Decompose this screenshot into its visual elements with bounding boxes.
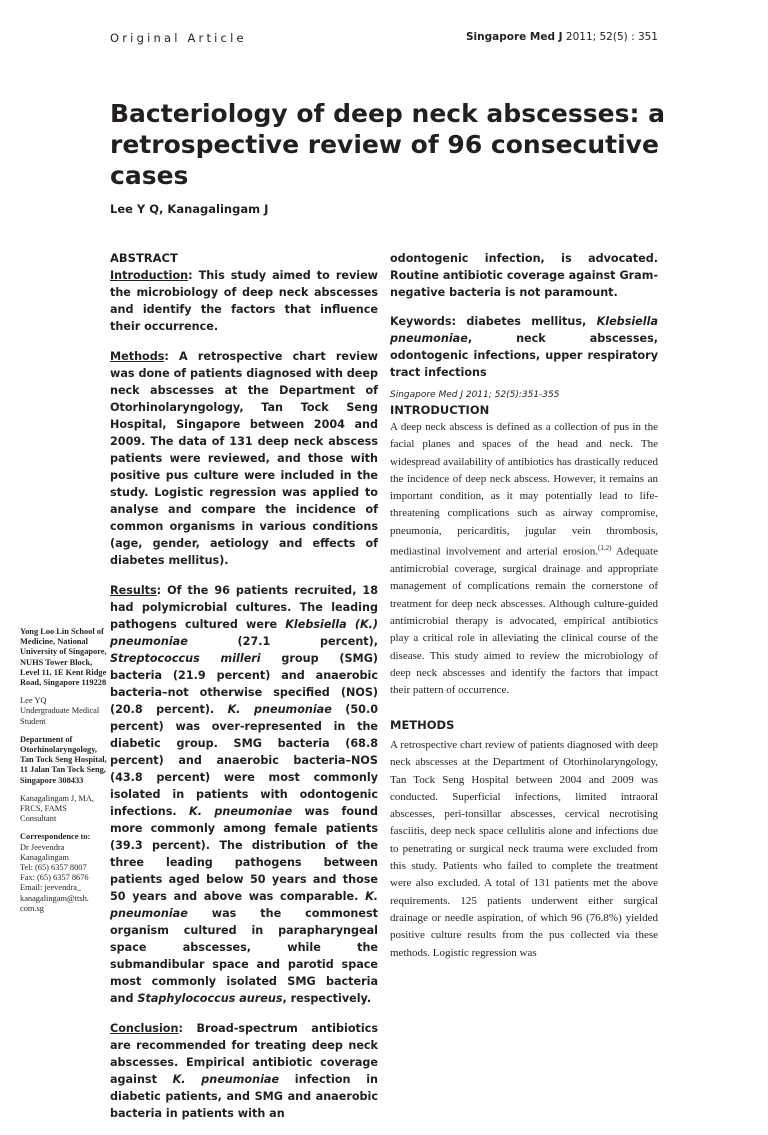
reference-marker: (1,2) (598, 544, 612, 553)
results-text: : Of the 96 patients recruited, 18 had polymicrobial cultures. The leading pathogens cultured were Klebsiella (K.) pneumoniae (27.1 percent), Streptococcus milleri group (SMG) bacteria (21.9 percent) and anaerobic bacteria–not otherwise specified (NOS) (20.8 percent). K. pneumoniae (50.0 percent) was over-represented in the diabetic group. SMG bacteria (68.8 percent) and anaerobic bacteria–NOS (43.8 percent) were most commonly isolated in patients with odontogenic infections. K. pneumoniae was found more commonly among female patients (39.3 percent). The distribution of the three leading pathogens between patients aged below 50 years and those 50 years and above was comparable. K. pneumoniae was the commonest organism cultured in parapharyngeal space abscesses, while the submandibular space and parotid space most commonly isolated SMG bacteria and Staphylococcus aureus, respectively. (110, 584, 378, 1005)
lee-name: Lee YQ (20, 696, 47, 706)
methods-heading: METHODS (390, 718, 455, 732)
abstract (110, 250, 378, 1135)
correspondence-fax: Fax: (65) 6357 8676 (20, 873, 89, 883)
methods-text: : A retrospective chart review was done of patients diagnosed with deep neck abscesses at the Department of Otorhinolaryngology, Tan Tock Seng Hospital, Singapore between 2004 and 2009. The data of 131 deep neck abscess patients were reviewed, and those with positive pus culture were included in the study. Logistic regression was applied to analyse and compare the incidence of common organisms in various conditions (age, gender, aetiology and effects of diabetes mellitus). (110, 350, 378, 567)
results-label: Results (110, 584, 157, 597)
section-label: Original Article (110, 31, 247, 45)
author-lee (20, 696, 108, 727)
abstract-heading: ABSTRACT (110, 251, 178, 265)
department-address: Department of Otorhinolaryngology, Tan Tock Seng Hospital, 11 Jalan Tan Tock Seng, Singapore 308433 (20, 734, 107, 785)
abstract-conclusion (110, 1020, 378, 1122)
conclusion-text: : Broad-spectrum antibiotics are recommended for treating deep neck abscesses. Empirical antibiotic coverage against K. pneumoniae infection in diabetic patients, and SMG and anaerobic bacteria in patients with an (110, 1022, 378, 1120)
keywords (390, 313, 658, 381)
article-title: Bacteriology of deep neck abscesses: a retrospective review of 96 consecutive cases (110, 99, 666, 190)
affiliations-sidebar (20, 627, 108, 914)
journal-issue: 2011; 52(5) : 351 (565, 31, 658, 43)
intro-para-1: A deep neck abscess is defined as a collection of pus in the facial planes and spaces of the head and neck. The widespread availability of antibiotics has drastically reduced the incidence of deep neck abscess. However, it remains an important condition, as it may potentially lead to life-threatening complications such as airway compromise, pneumonia, pericarditis, jugular vein thrombosis, mediastinal involvement and arterial erosion. (390, 421, 658, 558)
correspondence-email: Email: jeevendra_ kanagalingam@ttsh. com.sg (20, 883, 89, 913)
journal-name: Singapore Med J (465, 31, 563, 43)
intro-text: : This study aimed to review the microbiology of deep neck abscesses and identify the factors that influence their occurrence. (110, 269, 378, 333)
correspondence-label: Correspondence to: (20, 832, 91, 842)
kana-name: Kanagalingam J, MA, FRCS, FAMS (20, 793, 94, 814)
abstract-methods (110, 348, 378, 569)
author-list: Lee Y Q, Kanagalingam J (110, 202, 269, 216)
introduction-heading: INTRODUCTION (390, 403, 490, 417)
intro-para-2: Adequate antimicrobial coverage, surgical drainage and appropriate management of complications remain the cornerstone of treatment for deep neck abscesses. Although culture-guided antimicrobial therapy is advocated, empirical antibiotics play a critical role in alleviating the clinical course of the disease. This study aimed to review the microbiology of deep neck abscesses and identify the factors that impact their pattern of occurrence. (390, 545, 658, 697)
methods-label: Methods (110, 350, 165, 363)
introduction-body (390, 419, 658, 699)
intro-label: Introduction (110, 269, 189, 282)
abstract-introduction (110, 267, 378, 335)
lee-role: Undergraduate Medical Student (20, 706, 100, 726)
correspondence (20, 832, 108, 914)
keywords-text: diabetes mellitus, Klebsiella pneumoniae, neck abscesses, odontogenic infections, upper respiratory tract infections (390, 315, 658, 379)
correspondence-tel: Tel: (65) 6357 8007 (20, 863, 87, 873)
kana-role: Consultant (20, 814, 57, 824)
methods-body: A retrospective chart review of patients diagnosed with deep neck abscesses at the Department of Otorhinolaryngology, Tan Tock Seng Hospital between 2004 and 2009 was conducted. Superficial infections, limited intraoral abscesses, peri-tonsillar abscesses, cervical necrotising fasciitis, deep neck space cellulitis alone and infections due to penetrating or surgical neck trauma were excluded from this study. Patients who failed to complete the treatment were also excluded. A total of 131 patients met the above requirements. 125 patients underwent either surgical drainage or needle aspiration, of which 96 (76.8%) yielded positive culture results from the pus collected via these methods. Logistic regression was (390, 739, 658, 959)
article-citation: Singapore Med J 2011; 52(5):351-355 (390, 390, 560, 400)
correspondence-name: Dr Jeevendra Kanagalingam (20, 842, 69, 862)
abstract-results (110, 582, 378, 1007)
author-kanagalingam (20, 794, 108, 825)
abstract-continuation (390, 250, 658, 404)
institution-address: Yong Loo Lin School of Medicine, National University of Singapore, NUHS Tower Block, Level 11, 1E Kent Ridge Road, Singapore 119228 (20, 627, 107, 688)
journal-citation-header (466, 31, 658, 43)
keywords-label: Keywords: (390, 315, 457, 328)
conclusion-continued: odontogenic infection, is advocated. Routine antibiotic coverage against Gram-negative bacteria is not paramount. (390, 252, 658, 299)
conclusion-label: Conclusion (110, 1022, 179, 1035)
